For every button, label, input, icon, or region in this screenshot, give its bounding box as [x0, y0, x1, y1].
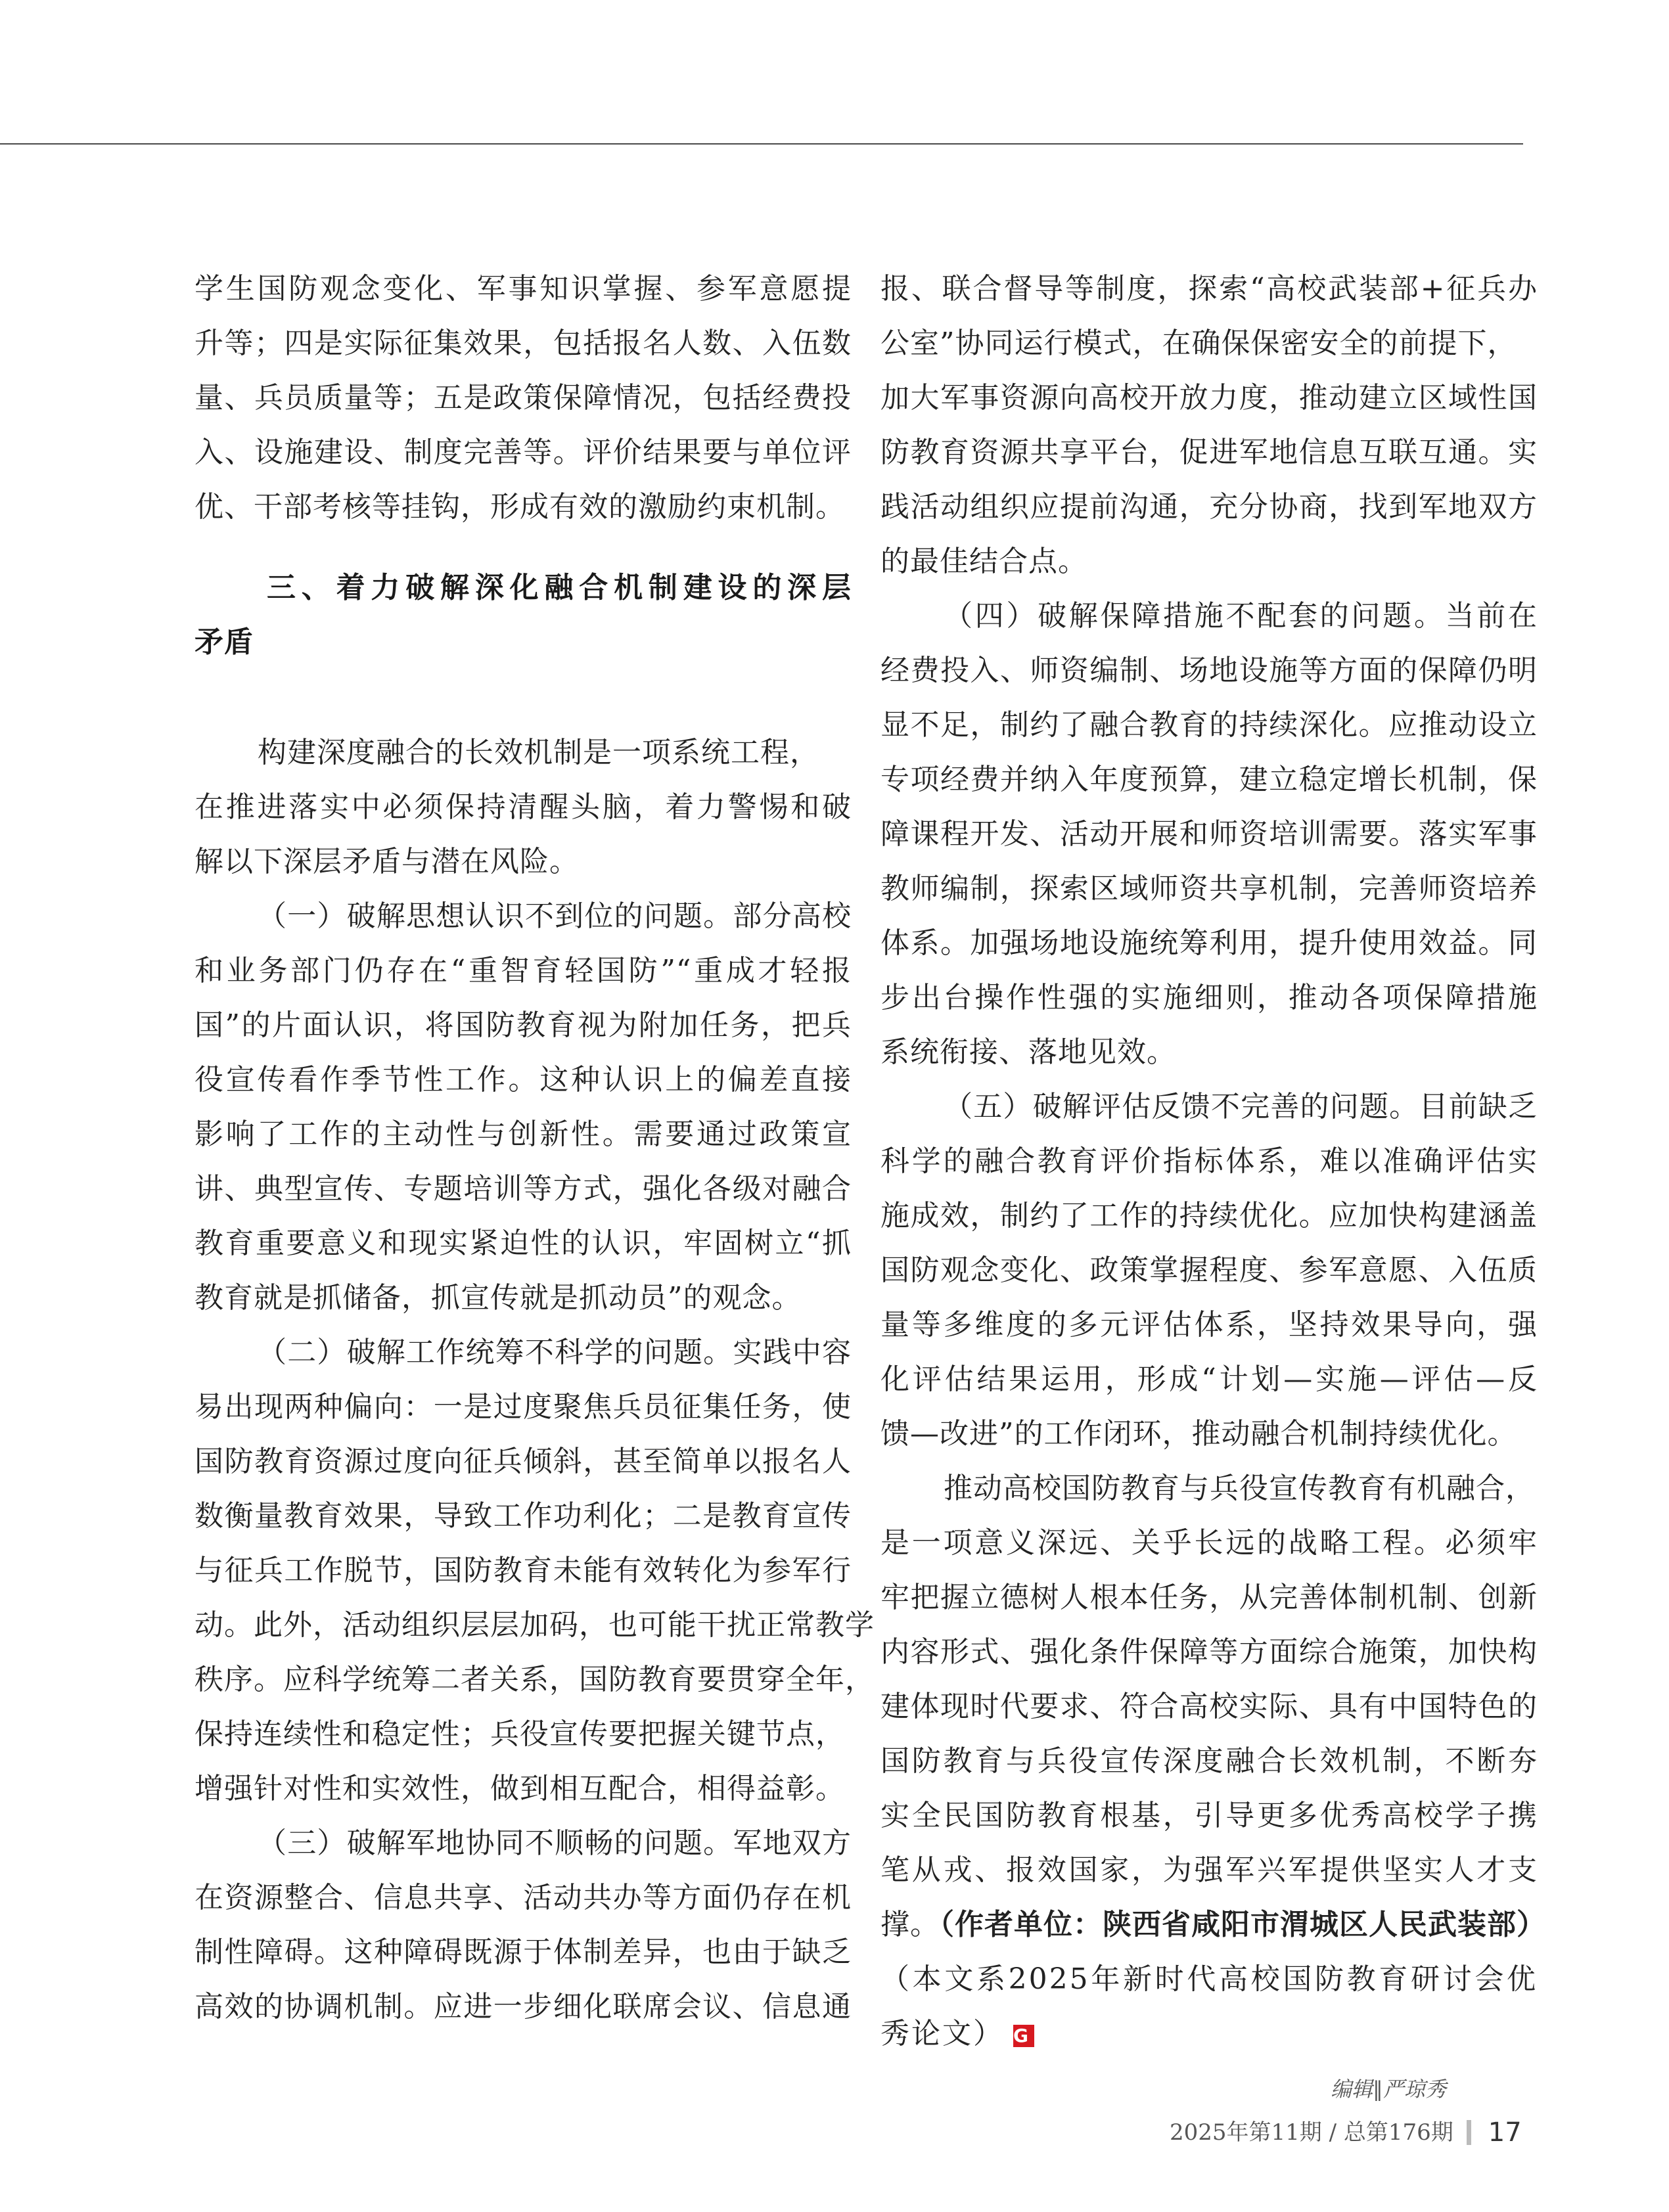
text-line: 教育就是抓储备，抓宣传就是抓动员”的观念。	[194, 1281, 802, 1315]
issue-info: 2025年第11期 / 总第176期	[1170, 2119, 1453, 2146]
footer-divider	[1467, 2120, 1471, 2145]
note-line	[880, 2006, 1538, 2061]
text-line	[880, 1897, 1546, 1952]
text-line: 实全民国防教育根基，引导更多优秀高校学子携	[880, 1799, 1538, 1832]
text-line: 讲、典型宣传、专题培训等方式，强化各级对融合	[194, 1172, 852, 1206]
page-footer	[1170, 2118, 1522, 2147]
paragraph-intro	[194, 725, 852, 889]
text-line: 和业务部门仍存在“重智育轻国防”“重成才轻报	[194, 954, 852, 987]
text-line: （四）破解保障措施不配套的问题。当前在	[944, 599, 1538, 633]
final-text: 撑。	[880, 1908, 940, 1941]
text-line: 科学的融合教育评价指标体系，难以准确评估实	[880, 1144, 1538, 1178]
text-line: 的最佳结合点。	[880, 545, 1087, 578]
text-line: 防教育资源共享平台，促进军地信息互联互通。实	[880, 436, 1538, 469]
text-line: 公室”协同运行模式，在确保保密安全的前提下，	[880, 327, 1517, 360]
text-line: 影响了工作的主动性与创新性。需要通过政策宣	[194, 1117, 852, 1151]
text-line: 解以下深层矛盾与潜在风险。	[194, 845, 579, 878]
text-line: 量、兵员质量等；五是政策保障情况，包括经费投	[194, 381, 852, 415]
text-line: 国防教育与兵役宣传深度融合长效机制，不断夯	[880, 1744, 1538, 1778]
text-line: 役宣传看作季节性工作。这种认识上的偏差直接	[194, 1063, 852, 1096]
text-line: 经费投入、师资编制、场地设施等方面的保障仍明	[880, 654, 1538, 687]
text-line: 秩序。应科学统筹二者关系，国防教育要贯穿全年，	[194, 1663, 875, 1696]
text-line: 建体现时代要求、符合高校实际、具有中国特色的	[880, 1690, 1538, 1723]
text-line: 体系。加强场地设施统筹利用，提升使用效益。同	[880, 926, 1538, 960]
text-line: 动。此外，活动组织层层加码，也可能干扰正常教学	[194, 1608, 875, 1642]
heading-line: 三、着力破解深化融合机制建设的深层	[267, 571, 852, 604]
text-line: （一）破解思想认识不到位的问题。部分高校	[258, 899, 852, 933]
text-line: 系统衔接、落地见效。	[880, 1035, 1176, 1069]
paragraph-point-three	[194, 1816, 852, 2034]
text-line: 推动高校国防教育与兵役宣传教育有机融合，	[944, 1472, 1535, 1505]
text-line: 牢把握立德树人根本任务，从完善体制机制、创新	[880, 1581, 1538, 1614]
left-column	[194, 261, 875, 2034]
text-line: 数衡量教育效果，导致工作功利化；二是教育宣传	[194, 1499, 852, 1533]
magazine-logo-icon: G	[1013, 2025, 1034, 2047]
text-line: 显不足，制约了融合教育的持续深化。应推动设立	[880, 708, 1538, 742]
text-line: 步出台操作性强的实施细则，推动各项保障措施	[880, 981, 1538, 1014]
page-number: 17	[1488, 2117, 1522, 2148]
section-heading	[194, 560, 852, 669]
text-line: 升等；四是实际征集效果，包括报名人数、入伍数	[194, 327, 852, 360]
text-line: 国”的片面认识，将国防教育视为附加任务，把兵	[194, 1008, 852, 1042]
note-text: 秀论文）	[880, 2017, 1004, 2050]
text-line: 在推进落实中必须保持清醒头脑，着力警惕和破	[194, 790, 852, 824]
right-column	[880, 261, 1546, 2061]
paragraph-point-two	[194, 1325, 875, 1816]
text-line: 施成效，制约了工作的持续优化。应加快构建涵盖	[880, 1199, 1538, 1232]
paragraph-conclusion	[880, 1461, 1546, 1952]
text-line: 学生国防观念变化、军事知识掌握、参军意愿提	[194, 272, 852, 305]
text-line: 量等多维度的多元评估体系，坚持效果导向，强	[880, 1308, 1538, 1342]
text-line: 保持连续性和稳定性；兵役宣传要把握关键节点，	[194, 1717, 845, 1751]
text-line: 化评估结果运用，形成“计划—实施—评估—反	[880, 1363, 1538, 1396]
text-line: 国防观念变化、政策掌握程度、参军意愿、入伍质	[880, 1253, 1538, 1287]
header-rule	[0, 143, 1523, 145]
paragraph-point-one	[194, 889, 852, 1325]
paragraph-point-three-continued	[880, 261, 1538, 589]
author-affiliation: （作者单位：陕西省咸阳市渭城区人民武装部）	[940, 1908, 1546, 1941]
paragraph-point-five	[880, 1079, 1538, 1461]
text-line: 报、联合督导等制度，探索“高校武装部+征兵办	[880, 272, 1538, 305]
text-line: （五）破解评估反馈不完善的问题。目前缺乏	[944, 1090, 1538, 1123]
paragraph-evaluation-criteria	[194, 261, 852, 534]
text-line: 国防教育资源过度向征兵倾斜，甚至简单以报名人	[194, 1445, 852, 1478]
text-line: 制性障碍。这种障碍既源于体制差异，也由于缺乏	[194, 1935, 852, 1969]
text-line: 加大军事资源向高校开放力度，推动建立区域性国	[880, 381, 1538, 415]
text-line: 在资源整合、信息共享、活动共办等方面仍存在机	[194, 1881, 852, 1914]
text-line: （三）破解军地协同不顺畅的问题。军地双方	[258, 1826, 852, 1860]
text-line: 专项经费并纳入年度预算，建立稳定增长机制，保	[880, 763, 1538, 796]
text-line: 笔从戎、报效国家，为强军兴军提供坚实人才支	[880, 1853, 1538, 1887]
text-line: 教育重要意义和现实紧迫性的认识，牢固树立“抓	[194, 1227, 852, 1260]
text-line: 易出现两种偏向：一是过度聚焦兵员征集任务，使	[194, 1390, 852, 1424]
text-line: 馈—改进”的工作闭环，推动融合机制持续优化。	[880, 1417, 1517, 1451]
text-line: 增强针对性和实效性，做到相互配合，相得益彰。	[194, 1772, 845, 1805]
text-line: 构建深度融合的长效机制是一项系统工程，	[258, 736, 819, 769]
paper-note	[880, 1952, 1538, 2061]
note-line: （本文系2025年新时代高校国防教育研讨会优	[880, 1962, 1538, 1996]
paragraph-point-four	[880, 589, 1538, 1079]
text-line: 内容形式、强化条件保障等方面综合施策，加快构	[880, 1635, 1538, 1669]
text-line: 教师编制，探索区域师资共享机制，完善师资培养	[880, 872, 1538, 905]
text-line: 践活动组织应提前沟通，充分协商，找到军地双方	[880, 490, 1538, 524]
editor-credit: 编辑∥严琼秀	[1331, 2077, 1447, 2102]
text-line: 优、干部考核等挂钩，形成有效的激励约束机制。	[194, 490, 845, 524]
text-line: 高效的协调机制。应进一步细化联席会议、信息通	[194, 1990, 852, 2023]
text-line: 与征兵工作脱节，国防教育未能有效转化为参军行	[194, 1554, 852, 1587]
text-line: 是一项意义深远、关乎长远的战略工程。必须牢	[880, 1526, 1538, 1560]
text-line: 障课程开发、活动开展和师资培训需要。落实军事	[880, 817, 1538, 851]
text-line: （二）破解工作统筹不科学的问题。实践中容	[258, 1336, 852, 1369]
heading-line: 矛盾	[194, 625, 254, 659]
text-line: 入、设施建设、制度完善等。评价结果要与单位评	[194, 436, 852, 469]
